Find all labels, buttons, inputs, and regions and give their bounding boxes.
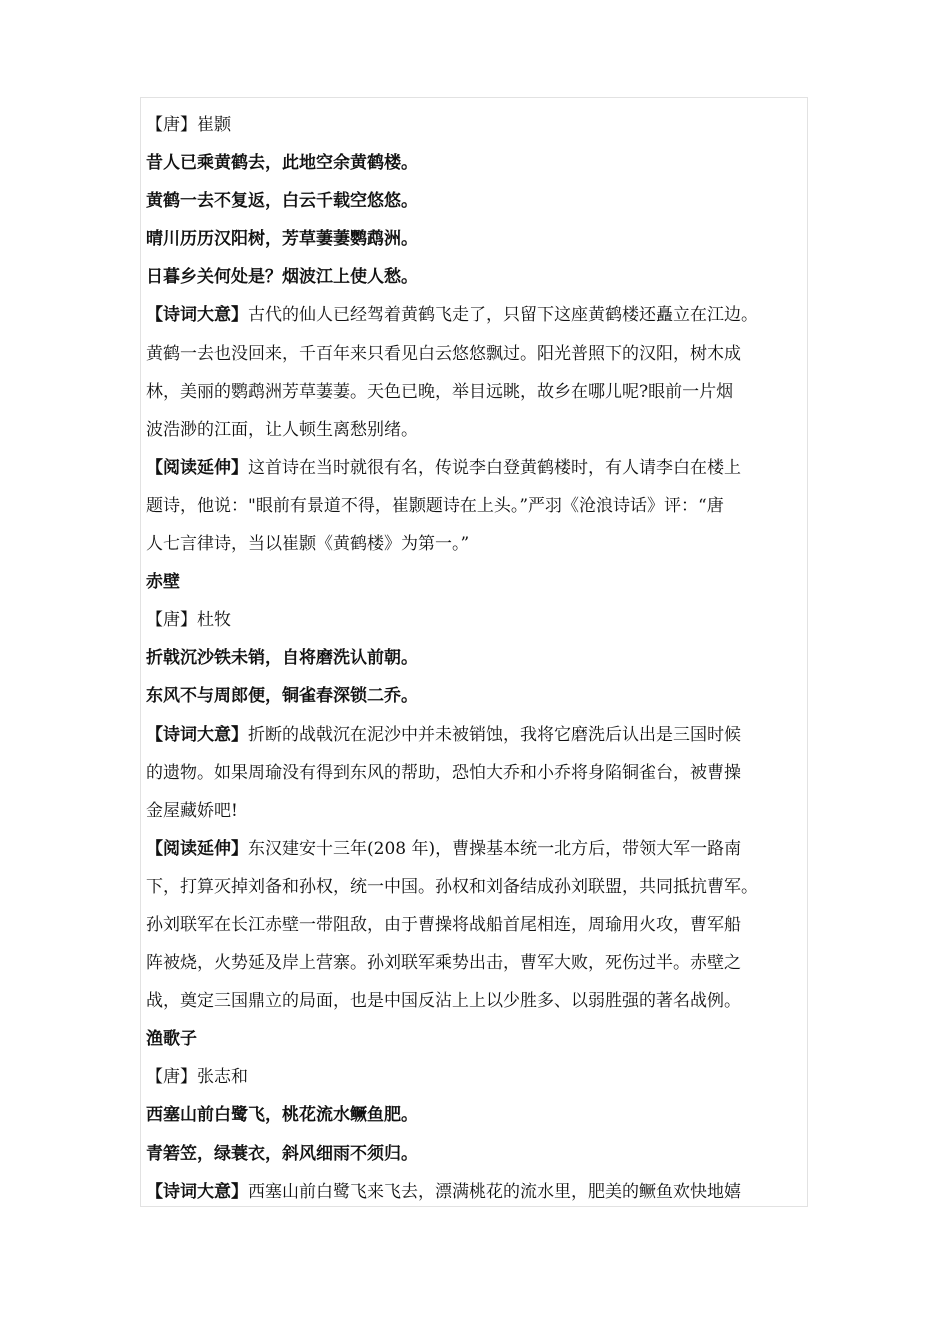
poem2-meaning-text-1: 折断的战戟沉在泥沙中并未被销蚀，我将它磨洗后认出是三国时候 — [248, 724, 741, 745]
poem3-meaning-label: 【诗词大意】 — [146, 1181, 248, 1202]
document-content — [141, 98, 807, 1207]
poem1-ext-text-1: 这首诗在当时就很有名，传说李白登黄鹤楼时，有人请李白在楼上 — [248, 457, 741, 478]
poem2-meaning-2: 的遗物。如果周瑜没有得到东风的帮助，恐怕大乔和小乔将身陷铜雀台，被曹操 — [146, 762, 741, 783]
poem2-line-2: 东风不与周郎便，铜雀春深锁二乔。 — [146, 686, 418, 707]
poem1-meaning-1 — [146, 296, 807, 334]
poem2-ext-label: 【阅读延伸】 — [146, 838, 248, 859]
poem1-meaning-text-1: 古代的仙人已经驾着黄鹤飞走了，只留下这座黄鹤楼还矗立在江边。 — [248, 305, 758, 326]
poem1-meaning-label: 【诗词大意】 — [146, 305, 248, 326]
poem2-title: 赤壁 — [146, 572, 180, 593]
poem2-meaning-label: 【诗词大意】 — [146, 724, 248, 745]
poem1-line-3: 晴川历历汉阳树，芳草萋萋鹦鹉洲。 — [146, 229, 418, 250]
poem1-ext-3: 人七言律诗，当以崔颢《黄鹤楼》为第一。” — [146, 534, 470, 555]
poem1-meaning-2: 黄鹤一去也没回来，千百年来只看见白云悠悠飘过。阳光普照下的汉阳，树木成 — [146, 343, 741, 364]
poem3-title: 渔歌子 — [146, 1029, 197, 1050]
poem2-meaning-3: 金屋藏娇吧! — [146, 800, 238, 821]
poem2-ext-1 — [146, 830, 807, 868]
poem3-meaning-text-1: 西塞山前白鹭飞来飞去，漂满桃花的流水里，肥美的鳜鱼欢快地嬉 — [248, 1181, 741, 1202]
poem2-ext-3: 孙刘联军在长江赤壁一带阻敌，由于曹操将战船首尾相连，周瑜用火攻，曹军船 — [146, 914, 741, 935]
poem2-ext-2: 下，打算灭掉刘备和孙权，统一中国。孙权和刘备结成孙刘联盟，共同抵抗曹军。 — [146, 876, 758, 897]
poem1-line-4: 日暮乡关何处是？烟波江上使人愁。 — [146, 267, 418, 288]
poem2-author: 【唐】杜牧 — [146, 610, 231, 631]
poem3-line-1: 西塞山前白鹭飞，桃花流水鳜鱼肥。 — [146, 1105, 418, 1126]
poem2-line-1: 折戟沉沙铁未销，自将磨洗认前朝。 — [146, 648, 418, 669]
poem2-ext-5: 战，奠定三国鼎立的局面，也是中国反沾上上以少胜多、以弱胜强的著名战例。 — [146, 991, 741, 1012]
poem1-line-1: 昔人已乘黄鹤去，此地空余黄鹤楼。 — [146, 153, 418, 174]
poem1-author: 【唐】崔颢 — [146, 115, 231, 135]
poem1-ext-label: 【阅读延伸】 — [146, 457, 248, 478]
poem2-ext-text-1: 东汉建安十三年(208 年)，曹操基本统一北方后，带领大军一路南 — [248, 838, 742, 859]
document-frame — [140, 97, 808, 1207]
poem1-meaning-3: 林，美丽的鹦鹉洲芳草萋萋。天色已晚，举目远眺，故乡在哪儿呢?眼前一片烟 — [146, 381, 734, 402]
poem3-meaning-1 — [146, 1173, 807, 1207]
poem1-ext-1 — [146, 449, 807, 487]
poem3-line-2: 青箬笠，绿蓑衣，斜风细雨不须归。 — [146, 1143, 418, 1164]
poem1-meaning-4: 波浩渺的江面，让人顿生离愁别绪。 — [146, 419, 418, 440]
poem2-ext-4: 阵被烧，火势延及岸上营寨。孙刘联军乘势出击，曹军大败，死伤过半。赤壁之 — [146, 953, 741, 974]
poem3-author: 【唐】张志和 — [146, 1067, 248, 1088]
poem1-ext-2: 题诗，他说："眼前有景道不得，崔颢题诗在上头。”严羽《沧浪诗话》评：“唐 — [146, 495, 724, 516]
poem1-line-2: 黄鹤一去不复返，白云千载空悠悠。 — [146, 191, 418, 212]
poem2-meaning-1 — [146, 716, 807, 754]
